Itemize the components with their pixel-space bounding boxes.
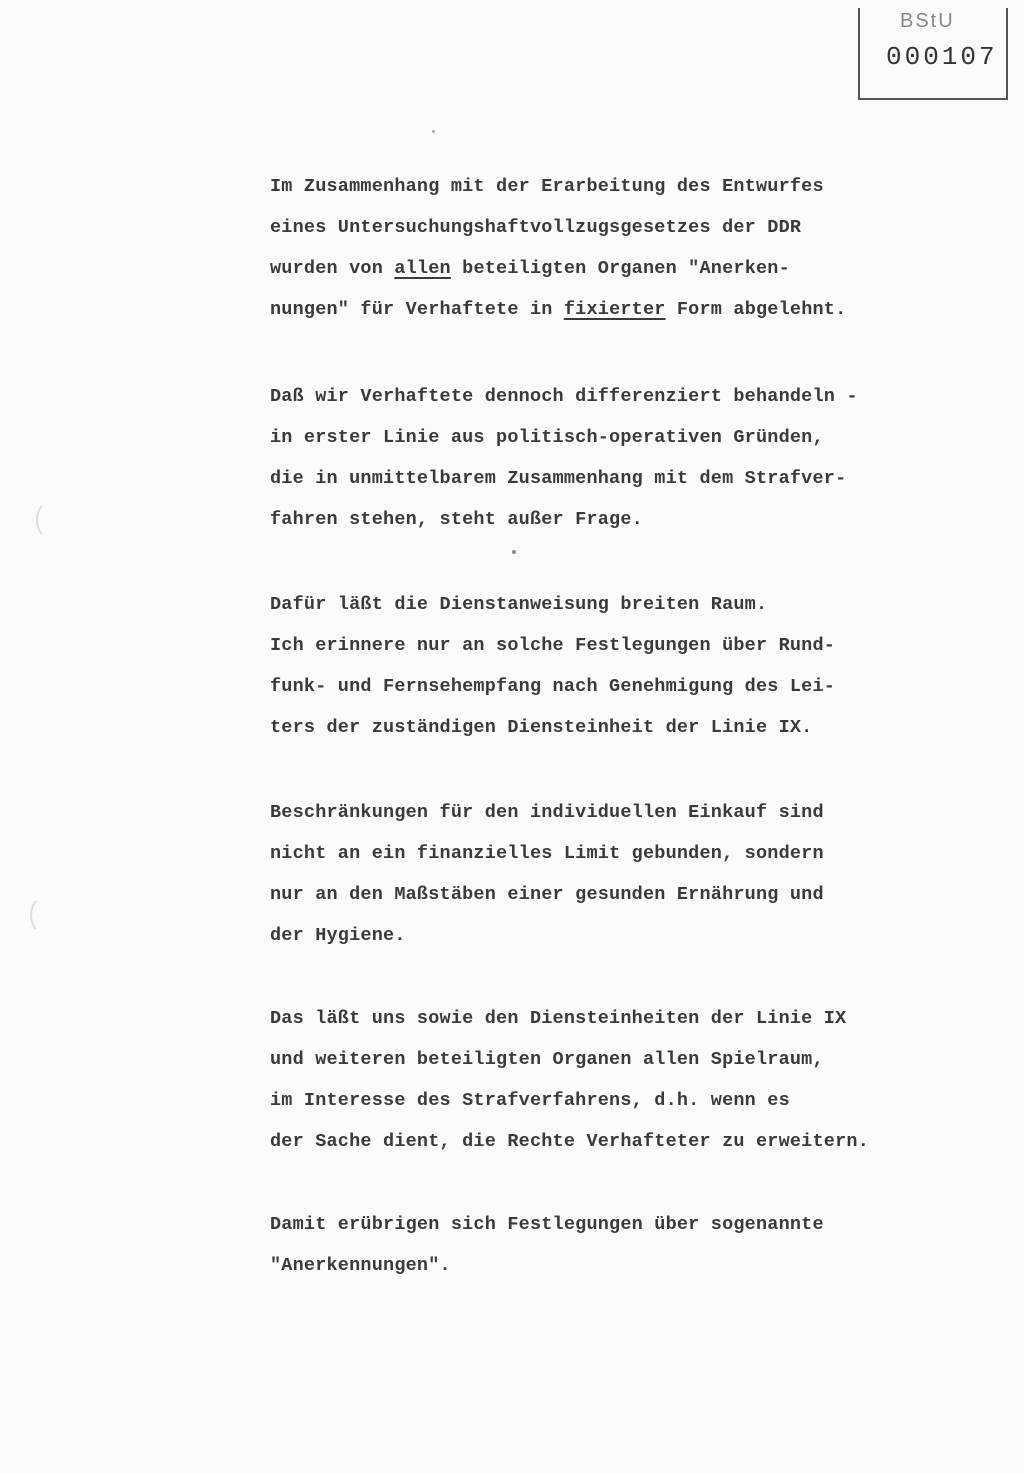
text-line bbox=[270, 166, 960, 207]
text-line: nur an den Maßstäben einer gesunden Ernährung und bbox=[270, 884, 824, 905]
archive-stamp-label: BStU bbox=[900, 10, 955, 32]
paragraph-5 bbox=[270, 998, 960, 1162]
text-line: Daß wir Verhaftete dennoch differenziert behandeln - bbox=[270, 386, 858, 407]
text-line: und weiteren beteiligten Organen allen Spielraum, bbox=[270, 1049, 824, 1070]
paragraph-1 bbox=[270, 166, 960, 330]
text-line: Beschränkungen für den individuellen Einkauf sind bbox=[270, 802, 824, 823]
text-line bbox=[270, 207, 960, 248]
text-run: nungen" für Verhaftete in bbox=[270, 299, 564, 320]
paper-speck bbox=[432, 130, 435, 133]
text-line: der Sache dient, die Rechte Verhafteter zu erweitern. bbox=[270, 1131, 869, 1152]
text-line: Damit erübrigen sich Festlegungen über sogenannte bbox=[270, 1214, 824, 1235]
text-line: nicht an ein finanzielles Limit gebunden, sondern bbox=[270, 843, 824, 864]
text-line: fahren stehen, steht außer Frage. bbox=[270, 509, 643, 530]
paragraph-6 bbox=[270, 1204, 960, 1286]
text-run: eines Untersuchungshaftvollzugsgesetzes der DDR bbox=[270, 217, 802, 238]
text-run: wurden von bbox=[270, 258, 395, 279]
text-line: Ich erinnere nur an solche Festlegungen über Rund- bbox=[270, 635, 836, 656]
text-line: in erster Linie aus politisch-operativen Gründen, bbox=[270, 427, 824, 448]
paper-speck bbox=[512, 550, 516, 554]
archive-stamp bbox=[858, 8, 1008, 100]
text-line: der Hygiene. bbox=[270, 925, 406, 946]
text-line: "Anerkennungen". bbox=[270, 1255, 451, 1276]
paragraph-2 bbox=[270, 376, 960, 540]
text-line: funk- und Fernsehempfang nach Genehmigung des Lei- bbox=[270, 676, 836, 697]
punch-hole-mark bbox=[30, 895, 62, 935]
text-line bbox=[270, 248, 960, 289]
archive-page-number: 000107 bbox=[886, 42, 998, 72]
text-run: Form abgelehnt. bbox=[665, 299, 847, 320]
text-run: Im Zusammenhang mit der Erarbeitung des Entwurfes bbox=[270, 176, 824, 197]
text-line: im Interesse des Strafverfahrens, d.h. wenn es bbox=[270, 1090, 790, 1111]
paragraph-3 bbox=[270, 584, 960, 748]
text-line: Dafür läßt die Dienstanweisung breiten Raum. bbox=[270, 594, 768, 615]
underlined-word: allen bbox=[394, 258, 451, 279]
paragraph-4 bbox=[270, 792, 960, 956]
underlined-word: fixierter bbox=[563, 299, 666, 320]
punch-hole-mark bbox=[36, 500, 68, 540]
text-line: Das läßt uns sowie den Diensteinheiten der Linie IX bbox=[270, 1008, 847, 1029]
text-line: die in unmittelbarem Zusammenhang mit dem Strafver- bbox=[270, 468, 847, 489]
text-line bbox=[270, 289, 960, 330]
text-run: beteiligten Organen "Anerken- bbox=[450, 258, 790, 279]
text-line: ters der zuständigen Diensteinheit der Linie IX. bbox=[270, 717, 813, 738]
